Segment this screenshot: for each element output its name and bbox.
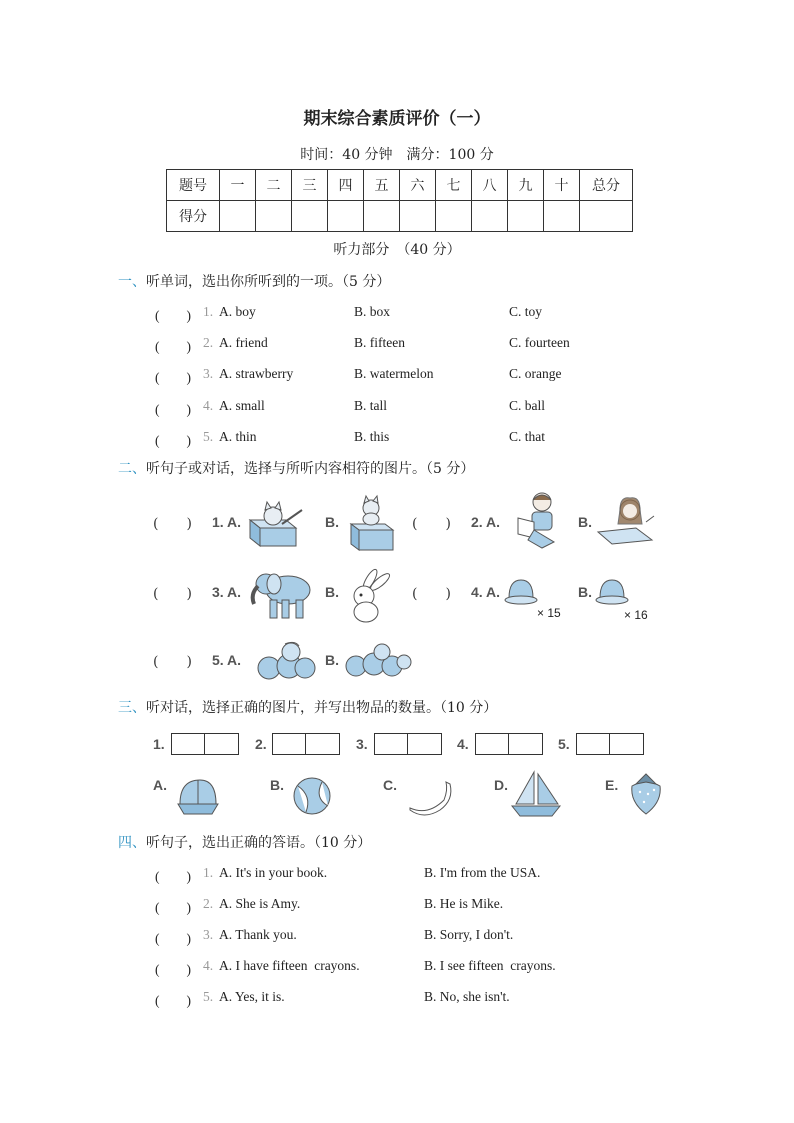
option-a: A. thin — [219, 429, 257, 444]
question-label: 5. — [558, 736, 570, 752]
section-title: 听对话，选择正确的图片，并写出物品的数量。（10 分） — [146, 700, 498, 716]
score-blank[interactable] — [256, 201, 292, 232]
option-label: B. — [578, 584, 592, 600]
boy-reading-picture — [512, 490, 562, 552]
question-number: 5. — [203, 429, 214, 444]
rabbit-picture — [342, 568, 392, 626]
option-label: E. — [605, 777, 619, 793]
section-number: 三、 — [118, 700, 146, 716]
section-number: 一、 — [118, 274, 146, 290]
question-label: 1. — [153, 736, 165, 752]
section-number: 四、 — [118, 835, 146, 851]
question-number: 2. — [203, 335, 214, 350]
option-a: A. small — [219, 398, 265, 413]
score-cell: 三 — [292, 170, 328, 201]
section-title: 听单词，选出你所听到的一项。（5 分） — [146, 274, 391, 290]
option-a: A. Yes, it is. — [219, 989, 285, 1004]
answer-paren[interactable]: ( ) — [412, 516, 451, 532]
option-a: A. friend — [219, 335, 268, 350]
score-blank[interactable] — [400, 201, 436, 232]
section4-heading — [118, 832, 371, 852]
answer-boxes[interactable] — [475, 733, 543, 755]
answer-paren[interactable]: ( ) — [153, 516, 192, 532]
question-number: 2. — [203, 896, 214, 911]
cat-in-box-picture — [246, 498, 304, 548]
option-a: A. It's in your book. — [219, 865, 328, 880]
answer-boxes[interactable] — [171, 733, 239, 755]
option-b: B. Sorry, I don't. — [424, 927, 514, 942]
score-table — [166, 169, 633, 232]
score-cell: 得分 — [167, 201, 220, 232]
girl-reading-picture — [596, 494, 658, 546]
score-blank[interactable] — [508, 201, 544, 232]
boat-picture — [510, 770, 562, 820]
question-label: 4. — [457, 736, 469, 752]
section4-items — [155, 865, 655, 1015]
question-label: 3. A. — [212, 584, 242, 600]
answer-boxes[interactable] — [272, 733, 340, 755]
section1-items — [155, 304, 655, 464]
score-blank[interactable] — [580, 201, 633, 232]
option-b: B. tall — [354, 398, 387, 413]
option-a: A. Thank you. — [219, 927, 297, 942]
option-a: A. strawberry — [219, 366, 294, 381]
section-title: 听句子或对话，选择与所听内容相符的图片。（5 分） — [146, 461, 475, 477]
option-label: B. — [270, 777, 284, 793]
score-cell: 八 — [472, 170, 508, 201]
option-label: B. — [325, 514, 339, 530]
score-blank[interactable] — [220, 201, 256, 232]
section1-heading — [118, 271, 390, 291]
cap-picture — [174, 774, 220, 818]
elephant-picture — [248, 568, 318, 622]
option-label: C. — [383, 777, 397, 793]
question-label: 2. — [255, 736, 267, 752]
answer-paren[interactable]: ( ) — [155, 900, 191, 915]
section3-heading — [118, 697, 497, 717]
quantity-label: × 16 — [624, 608, 648, 622]
answer-paren[interactable]: ( ) — [153, 586, 192, 602]
option-b: B. No, she isn't. — [424, 989, 510, 1004]
cat-on-box-picture — [347, 496, 395, 552]
score-cell: 九 — [508, 170, 544, 201]
option-a: A. boy — [219, 304, 256, 319]
score-cell: 四 — [328, 170, 364, 201]
answer-paren[interactable]: ( ) — [155, 931, 191, 946]
bun-picture — [596, 576, 628, 606]
section2-heading — [118, 458, 474, 478]
answer-paren[interactable]: ( ) — [155, 962, 191, 977]
option-b: B. box — [354, 304, 391, 319]
ball-picture — [292, 776, 332, 816]
question-label: 1. A. — [212, 514, 242, 530]
option-a: A. She is Amy. — [219, 896, 301, 911]
score-table-score-row — [167, 201, 633, 232]
answer-paren[interactable]: ( ) — [412, 586, 451, 602]
strawberry-picture — [626, 772, 666, 816]
question-number: 3. — [203, 366, 214, 381]
score-cell: 五 — [364, 170, 400, 201]
score-cell: 六 — [400, 170, 436, 201]
score-table-header-row — [167, 170, 633, 201]
section-title: 听句子，选出正确的答语。（10 分） — [146, 835, 372, 851]
score-cell: 七 — [436, 170, 472, 201]
score-blank[interactable] — [328, 201, 364, 232]
option-label: B. — [325, 584, 339, 600]
score-blank[interactable] — [544, 201, 580, 232]
answer-paren[interactable]: ( ) — [153, 654, 192, 670]
answer-paren[interactable]: ( ) — [155, 433, 191, 448]
score-cell: 十 — [544, 170, 580, 201]
option-c: C. toy — [509, 304, 543, 319]
score-cell: 题号 — [167, 170, 220, 201]
question-number: 1. — [203, 865, 214, 880]
option-c: C. orange — [509, 366, 562, 381]
answer-boxes[interactable] — [576, 733, 644, 755]
question-number: 4. — [203, 958, 214, 973]
option-label: A. — [153, 777, 167, 793]
question-number: 5. — [203, 989, 214, 1004]
exam-info: 时间：40 分钟 满分：100 分 — [300, 147, 494, 163]
section-number: 二、 — [118, 461, 146, 477]
question-label: 4. A. — [471, 584, 501, 600]
answer-paren[interactable]: ( ) — [155, 339, 191, 354]
answer-paren[interactable]: ( ) — [155, 370, 191, 385]
question-label: 3. — [356, 736, 368, 752]
quantity-label: × 15 — [537, 606, 561, 620]
question-number: 4. — [203, 398, 214, 413]
question-label: 5. A. — [212, 652, 242, 668]
option-b: B. I'm from the USA. — [424, 865, 541, 880]
score-blank[interactable] — [436, 201, 472, 232]
fruit-pile-picture — [344, 642, 412, 678]
question-number: 1. — [203, 304, 214, 319]
option-label: D. — [494, 777, 508, 793]
option-c: C. ball — [509, 398, 545, 413]
option-c: C. that — [509, 429, 545, 444]
score-cell: 总分 — [580, 170, 633, 201]
fruit-pile-picture — [255, 640, 317, 680]
option-b: B. this — [354, 429, 390, 444]
option-b: B. fifteen — [354, 335, 405, 350]
option-b: B. watermelon — [354, 366, 434, 381]
question-label: 2. A. — [471, 514, 501, 530]
banana-picture — [406, 780, 452, 816]
answer-boxes[interactable] — [374, 733, 442, 755]
option-b: B. I see fifteen crayons. — [424, 958, 556, 973]
option-label: B. — [578, 514, 592, 530]
score-blank[interactable] — [364, 201, 400, 232]
answer-paren[interactable]: ( ) — [155, 869, 191, 884]
answer-paren[interactable]: ( ) — [155, 402, 191, 417]
page-title: 期末综合素质评价（一） — [303, 109, 491, 129]
score-blank[interactable] — [292, 201, 328, 232]
option-label: B. — [325, 652, 339, 668]
score-cell: 一 — [220, 170, 256, 201]
listening-header: 听力部分 （40 分） — [333, 242, 461, 258]
option-a: A. I have fifteen crayons. — [219, 958, 360, 973]
bun-picture — [505, 576, 537, 606]
score-blank[interactable] — [472, 201, 508, 232]
option-c: C. fourteen — [509, 335, 570, 350]
answer-paren[interactable]: ( ) — [155, 308, 191, 323]
question-number: 3. — [203, 927, 214, 942]
option-b: B. He is Mike. — [424, 896, 504, 911]
answer-paren[interactable]: ( ) — [155, 993, 191, 1008]
score-cell: 二 — [256, 170, 292, 201]
